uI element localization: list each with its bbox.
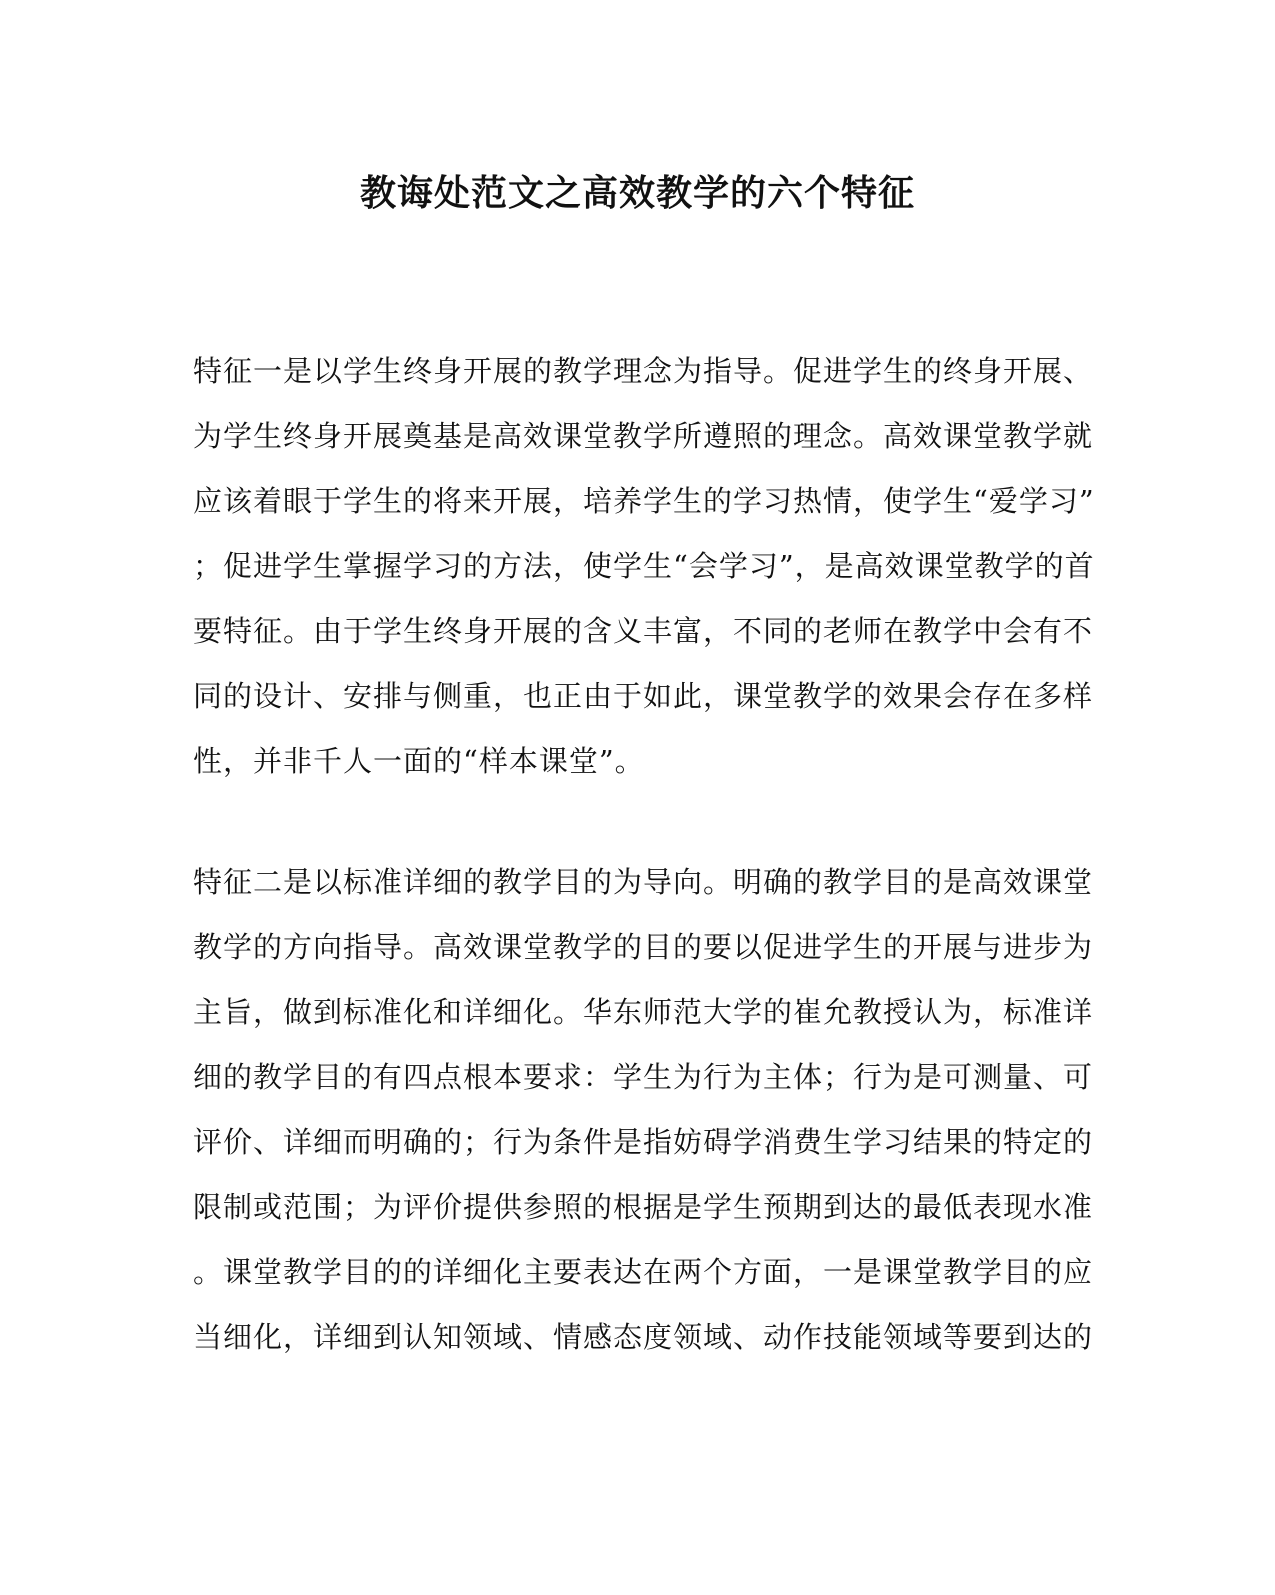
document-title: 教诲处范文之高效教学的六个特征 — [359, 172, 915, 214]
paragraph-line: 应该着眼于学生的将来开展，培养学生的学习热情，使学生“爱学习” — [193, 484, 1095, 518]
paragraph-line: 主旨，做到标准化和详细化。华东师范大学的崔允教授认为，标准详 — [193, 995, 1094, 1029]
paragraph-line: 性，并非千人一面的“样本课堂”。 — [193, 744, 645, 778]
paragraph-line: 特征二是以标准详细的教学目的为导向。明确的教学目的是高效课堂 — [193, 865, 1094, 899]
paragraph-line: 当细化，详细到认知领域、情感态度领域、动作技能领域等要到达的 — [193, 1320, 1094, 1354]
paragraph-line: 教学的方向指导。高效课堂教学的目的要以促进学生的开展与进步为 — [193, 930, 1094, 964]
paragraph-line: ；促进学生掌握学习的方法，使学生“会学习”，是高效课堂教学的首 — [193, 549, 1095, 583]
paragraph-line: 细的教学目的有四点根本要求：学生为行为主体；行为是可测量、可 — [193, 1060, 1094, 1094]
paragraph-line: 特征一是以学生终身开展的教学理念为指导。促进学生的终身开展、 — [193, 354, 1094, 388]
paragraph-line: 评价、详细而明确的；行为条件是指妨碍学消费生学习结果的特定的 — [193, 1125, 1094, 1159]
paragraph-line: 。课堂教学目的的详细化主要表达在两个方面，一是课堂教学目的应 — [193, 1255, 1094, 1289]
paragraph-line: 要特征。由于学生终身开展的含义丰富，不同的老师在教学中会有不 — [193, 614, 1094, 648]
paragraph-line: 同的设计、安排与侧重，也正由于如此，课堂教学的效果会存在多样 — [193, 679, 1094, 713]
paragraph-1 — [193, 339, 1095, 794]
paragraph-line: 限制或范围；为评价提供参照的根据是学生预期到达的最低表现水准 — [193, 1190, 1094, 1224]
paragraph-line: 为学生终身开展奠基是高效课堂教学所遵照的理念。高效课堂教学就 — [193, 419, 1094, 453]
paragraph-2 — [193, 850, 1094, 1370]
